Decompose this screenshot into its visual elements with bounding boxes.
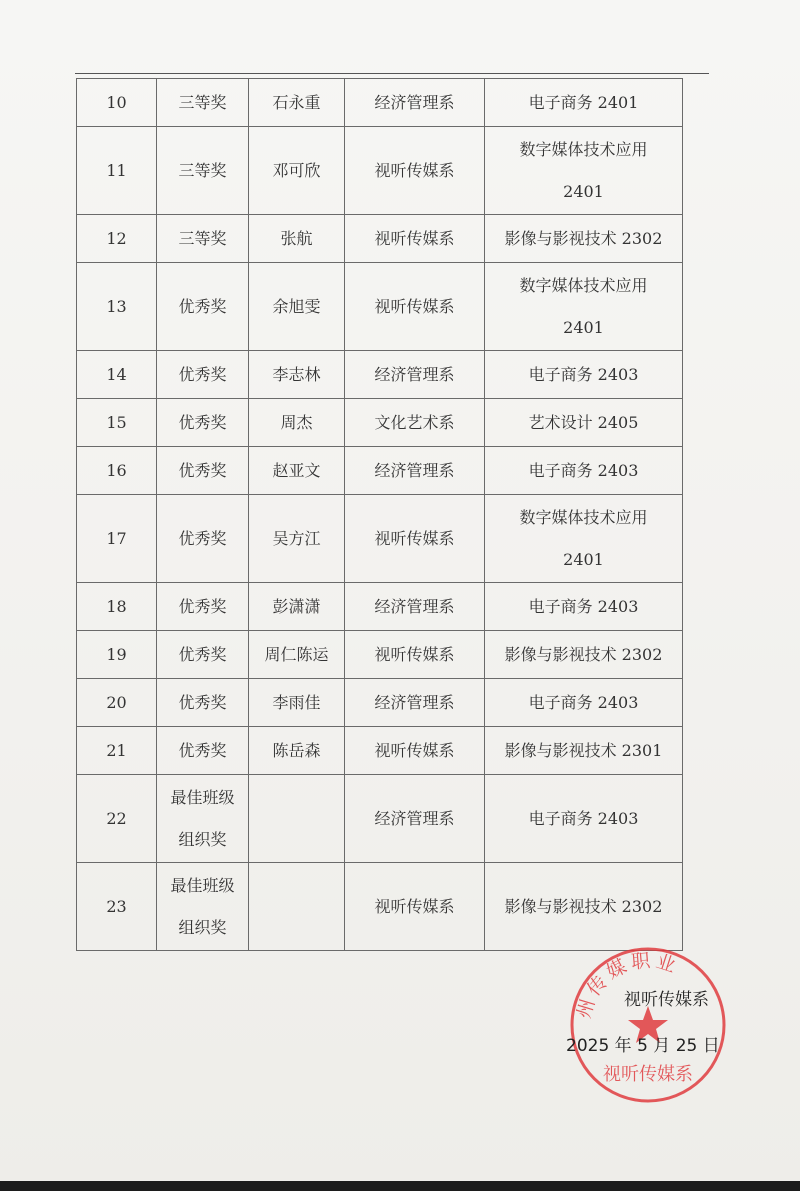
cell-name: 张航 bbox=[249, 215, 345, 263]
cell-number: 15 bbox=[77, 399, 157, 447]
cell-number: 17 bbox=[77, 495, 157, 583]
cell-name: 石永重 bbox=[249, 79, 345, 127]
cell-award: 最佳班级 组织奖 bbox=[157, 863, 249, 951]
cell-department: 视听传媒系 bbox=[345, 727, 485, 775]
cell-award: 优秀奖 bbox=[157, 263, 249, 351]
table-row bbox=[77, 495, 683, 583]
awards-table-body bbox=[77, 79, 683, 951]
cell-class: 艺术设计 2405 bbox=[485, 399, 683, 447]
cell-award: 优秀奖 bbox=[157, 447, 249, 495]
table-row bbox=[77, 727, 683, 775]
cell-name: 彭潇潇 bbox=[249, 583, 345, 631]
cell-department: 经济管理系 bbox=[345, 79, 485, 127]
cell-number: 16 bbox=[77, 447, 157, 495]
table-row bbox=[77, 679, 683, 727]
cell-number: 12 bbox=[77, 215, 157, 263]
table-row bbox=[77, 215, 683, 263]
table-row bbox=[77, 863, 683, 951]
cell-class: 数字媒体技术应用 2401 bbox=[485, 127, 683, 215]
cell-name: 李志林 bbox=[249, 351, 345, 399]
cell-department: 经济管理系 bbox=[345, 775, 485, 863]
cell-number: 20 bbox=[77, 679, 157, 727]
official-seal bbox=[567, 944, 729, 1106]
cell-number: 19 bbox=[77, 631, 157, 679]
cell-class: 数字媒体技术应用 2401 bbox=[485, 263, 683, 351]
cell-class: 电子商务 2403 bbox=[485, 775, 683, 863]
cell-department: 视听传媒系 bbox=[345, 631, 485, 679]
seal-top-text: 州传媒职业 bbox=[572, 949, 682, 1021]
cell-number: 22 bbox=[77, 775, 157, 863]
cell-number: 10 bbox=[77, 79, 157, 127]
cell-number: 21 bbox=[77, 727, 157, 775]
cell-class: 电子商务 2403 bbox=[485, 351, 683, 399]
signature-date: 2025 年 5 月 25 日 bbox=[566, 1036, 720, 1056]
cell-department: 视听传媒系 bbox=[345, 263, 485, 351]
cell-award: 三等奖 bbox=[157, 79, 249, 127]
cell-department: 视听传媒系 bbox=[345, 215, 485, 263]
cell-award: 最佳班级 组织奖 bbox=[157, 775, 249, 863]
cell-award: 优秀奖 bbox=[157, 399, 249, 447]
cell-number: 18 bbox=[77, 583, 157, 631]
cell-class: 电子商务 2401 bbox=[485, 79, 683, 127]
cell-department: 经济管理系 bbox=[345, 583, 485, 631]
cell-name: 邓可欣 bbox=[249, 127, 345, 215]
seal-bottom-text: 视听传媒系 bbox=[603, 1064, 693, 1085]
cell-name bbox=[249, 775, 345, 863]
cell-name: 陈岳森 bbox=[249, 727, 345, 775]
cell-department: 视听传媒系 bbox=[345, 863, 485, 951]
cell-department: 视听传媒系 bbox=[345, 495, 485, 583]
table-row bbox=[77, 399, 683, 447]
cell-name: 余旭雯 bbox=[249, 263, 345, 351]
cell-award: 优秀奖 bbox=[157, 495, 249, 583]
cell-class: 数字媒体技术应用 2401 bbox=[485, 495, 683, 583]
cell-class: 影像与影视技术 2302 bbox=[485, 631, 683, 679]
cell-name: 吴方江 bbox=[249, 495, 345, 583]
cell-number: 14 bbox=[77, 351, 157, 399]
top-rule bbox=[75, 73, 709, 74]
cell-number: 11 bbox=[77, 127, 157, 215]
cell-award: 优秀奖 bbox=[157, 351, 249, 399]
cell-class: 电子商务 2403 bbox=[485, 583, 683, 631]
signature-department: 视听传媒系 bbox=[624, 990, 709, 1010]
cell-award: 优秀奖 bbox=[157, 727, 249, 775]
cell-name: 李雨佳 bbox=[249, 679, 345, 727]
table-row bbox=[77, 447, 683, 495]
cell-award: 三等奖 bbox=[157, 215, 249, 263]
cell-name: 周仁陈运 bbox=[249, 631, 345, 679]
cell-award: 优秀奖 bbox=[157, 583, 249, 631]
table-row bbox=[77, 79, 683, 127]
cell-department: 经济管理系 bbox=[345, 447, 485, 495]
cell-department: 经济管理系 bbox=[345, 679, 485, 727]
cell-class: 电子商务 2403 bbox=[485, 447, 683, 495]
cell-number: 13 bbox=[77, 263, 157, 351]
cell-award: 优秀奖 bbox=[157, 679, 249, 727]
cell-class: 影像与影视技术 2302 bbox=[485, 215, 683, 263]
table-row bbox=[77, 263, 683, 351]
table-row bbox=[77, 631, 683, 679]
cell-department: 文化艺术系 bbox=[345, 399, 485, 447]
cell-class: 影像与影视技术 2302 bbox=[485, 863, 683, 951]
cell-class: 电子商务 2403 bbox=[485, 679, 683, 727]
table-row bbox=[77, 127, 683, 215]
table-row bbox=[77, 583, 683, 631]
cell-name: 周杰 bbox=[249, 399, 345, 447]
cell-department: 经济管理系 bbox=[345, 351, 485, 399]
cell-name: 赵亚文 bbox=[249, 447, 345, 495]
awards-table bbox=[76, 78, 683, 951]
cell-department: 视听传媒系 bbox=[345, 127, 485, 215]
cell-number: 23 bbox=[77, 863, 157, 951]
cell-name bbox=[249, 863, 345, 951]
cell-award: 优秀奖 bbox=[157, 631, 249, 679]
table-row bbox=[77, 775, 683, 863]
table-row bbox=[77, 351, 683, 399]
scan-edge bbox=[0, 1181, 800, 1191]
cell-class: 影像与影视技术 2301 bbox=[485, 727, 683, 775]
cell-award: 三等奖 bbox=[157, 127, 249, 215]
